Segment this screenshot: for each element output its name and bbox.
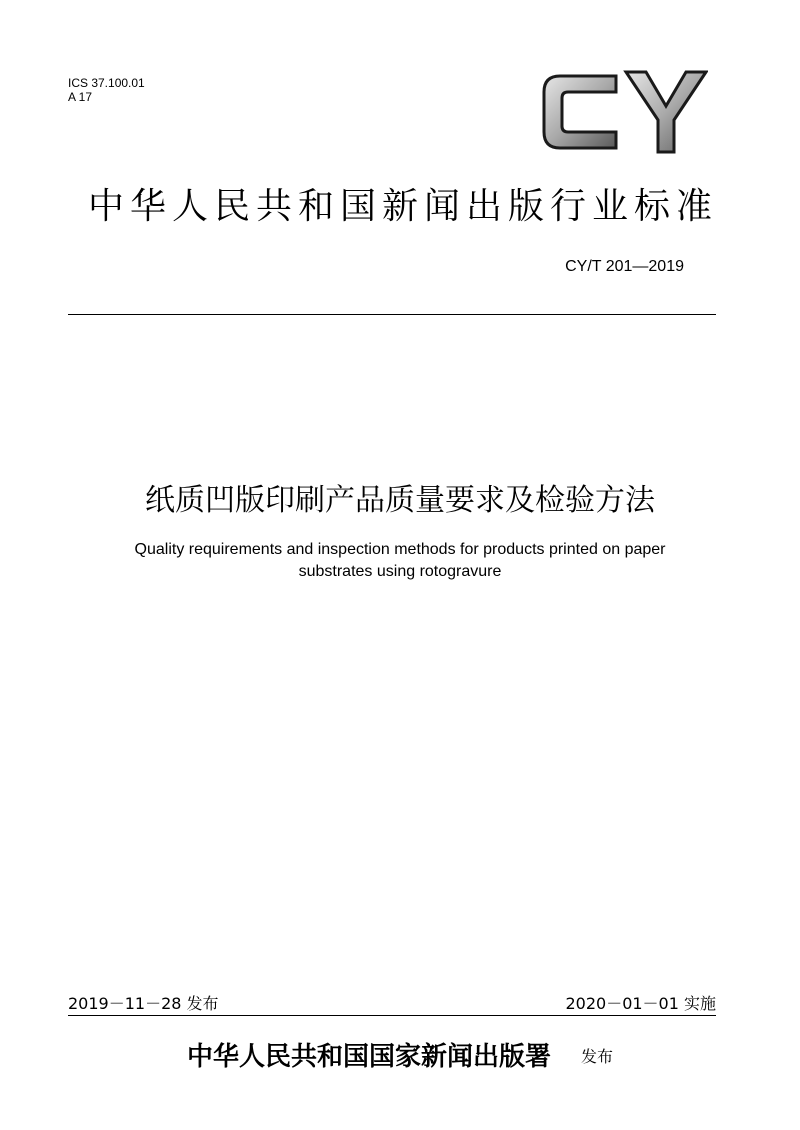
top-divider	[68, 314, 716, 315]
category-code: A 17	[68, 90, 93, 104]
document-title-en-line1: Quality requirements and inspection methods for products printed on paper	[134, 541, 666, 558]
cy-logo-graphic	[538, 68, 708, 156]
bottom-divider	[68, 1015, 716, 1016]
document-title-en	[0, 539, 800, 583]
classification-codes	[68, 76, 145, 104]
standard-number: CY/T 201—2019	[565, 258, 684, 275]
implementation-date: 2020－01－01 实施	[565, 994, 716, 1013]
document-title-en-line2: substrates using rotogravure	[298, 563, 502, 580]
issuer-suffix: 发布	[581, 1047, 614, 1066]
industry-standard-title: 中华人民共和国新闻出版行业标准	[87, 186, 718, 227]
issuer-line	[0, 1036, 800, 1073]
ics-code: ICS 37.100.01	[68, 76, 145, 90]
issuer-name: 中华人民共和国国家新闻出版署	[186, 1042, 551, 1072]
cy-logo	[538, 68, 708, 156]
issue-date: 2019－11－28 发布	[68, 994, 219, 1013]
document-title-cn: 纸质凹版印刷产品质量要求及检验方法	[145, 483, 655, 518]
